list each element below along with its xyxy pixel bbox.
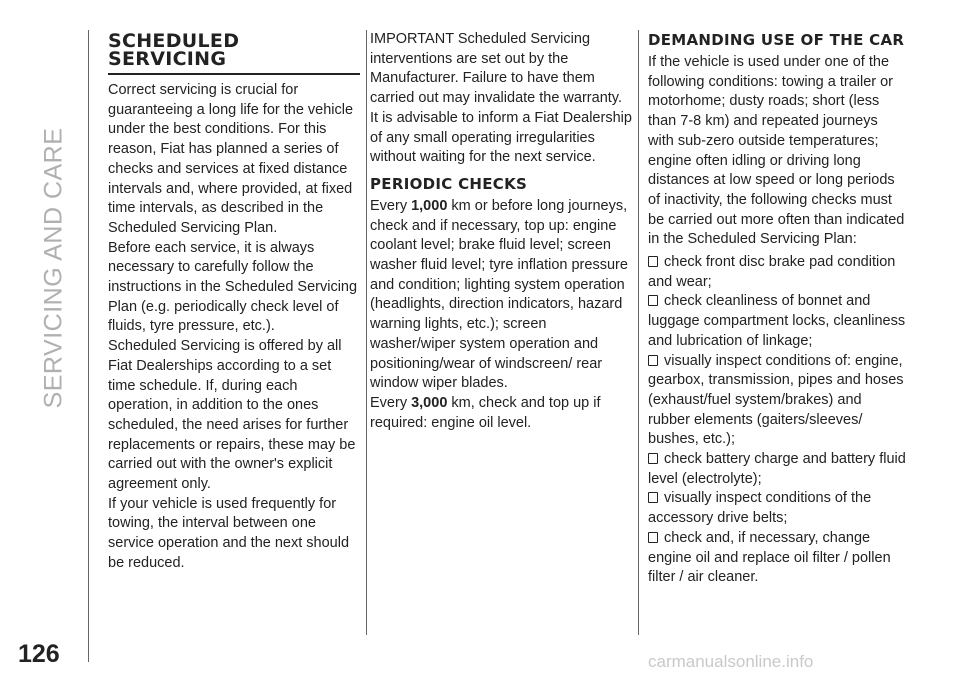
check-list-text: check cleanliness of bonnet and luggage compartment locks, cleanliness and lubrication of linkage;	[648, 293, 906, 349]
check-list-item	[648, 352, 906, 451]
column-divider-2	[638, 30, 639, 635]
important-note: IMPORTANT Scheduled Servicing interventions are set out by the Manufacturer. Failure to have them carried out may invalidate the warranty. It is advisable to inform a Fiat Dealership of any small operating irregularities without waiting for the next service.	[370, 31, 632, 166]
check-list-item	[648, 292, 906, 351]
margin-divider	[88, 30, 89, 662]
check-list-item	[648, 450, 906, 489]
check-list-text: check front disc brake pad condition and wear;	[648, 254, 896, 290]
km-value: 3,000	[411, 394, 448, 411]
check-text: km, check and top up if required: engine oil level.	[370, 394, 601, 431]
check-list-item	[648, 529, 906, 588]
column-scheduled-servicing	[108, 30, 360, 574]
check-text: km or before long journeys, check and if necessary, top up: engine coolant level; brake fluid level; screen washer fluid level; tyre inflation pressure and condition; lighting system operation (headlights, direction indicators, hazard warning lights, etc.); screen washer/wiper system operation and positioning/wear of windscreen/ rear window wiper blades.	[370, 197, 628, 392]
section-side-title-text: SERVICING AND CARE	[39, 127, 68, 409]
every-label: Every	[370, 197, 412, 214]
check-list-text: check and, if necessary, change engine oil and replace oil filter / pollen filter / air cleaner.	[648, 529, 891, 586]
page-number: 126	[18, 640, 60, 668]
demanding-use-intro: If the vehicle is used under one of the following conditions: towing a trailer or motorhome; dusty roads; short (less than 7-8 km) and repeated journeys with sub-zero outside temperatures; engine often idling or driving long distances at low speed or long periods of inactivity, the following checks must be carried out more often than indicated in the Scheduled Servicing Plan:	[648, 54, 905, 248]
checkbox-icon	[648, 492, 658, 503]
column-divider-1	[366, 30, 367, 635]
paragraph: Correct servicing is crucial for guaranteeing a long life for the vehicle under the best conditions. For this reason, Fiat has planned a series of checks and services at fixed distance intervals and, where provided, at fixed time intervals, as described in the Scheduled Servicing Plan.	[108, 82, 354, 236]
check-list-text: visually inspect conditions of the accessory drive belts;	[648, 490, 872, 527]
check-list-item	[648, 253, 906, 292]
column-demanding-use	[648, 30, 906, 588]
paragraph: Before each service, it is always necessary to carefully follow the instructions in the Scheduled Servicing Plan (e.g. periodically check level of fluids, tyre pressure, etc.).	[108, 239, 358, 335]
periodic-checks-heading: PERIODIC CHECKS	[370, 174, 528, 193]
periodic-check-1000km	[370, 197, 632, 394]
watermark: carmanualsonline.info	[648, 652, 814, 671]
checkbox-icon	[648, 295, 658, 306]
checkbox-icon	[648, 532, 658, 543]
km-value: 1,000	[411, 197, 448, 214]
checkbox-icon	[648, 256, 658, 267]
column-periodic-checks	[370, 30, 632, 433]
checkbox-icon	[648, 453, 658, 464]
check-list-item	[648, 489, 906, 528]
scheduled-servicing-heading: SCHEDULED SERVICING	[108, 32, 360, 75]
check-list-text: check battery charge and battery fluid level (electrolyte);	[648, 451, 906, 487]
demanding-use-heading: DEMANDING USE OF THE CAR	[648, 31, 905, 49]
every-label: Every	[370, 394, 412, 411]
check-list-text: visually inspect conditions of: engine, gearbox, transmission, pipes and hoses (exhaust/fuel system/brakes) and rubber elements (gaiters/sleeves/ bushes, etc.);	[648, 352, 904, 448]
paragraph: If your vehicle is used frequently for towing, the interval between one service operation and the next should be reduced.	[108, 495, 350, 571]
checkbox-icon	[648, 355, 658, 366]
periodic-check-3000km	[370, 394, 632, 433]
paragraph: Scheduled Servicing is offered by all Fiat Dealerships according to a set time schedule. If, during each operation, in addition to the ones scheduled, the need arises for further replacements or repairs, these may be carried out with the owner's explicit agreement only.	[108, 338, 356, 493]
